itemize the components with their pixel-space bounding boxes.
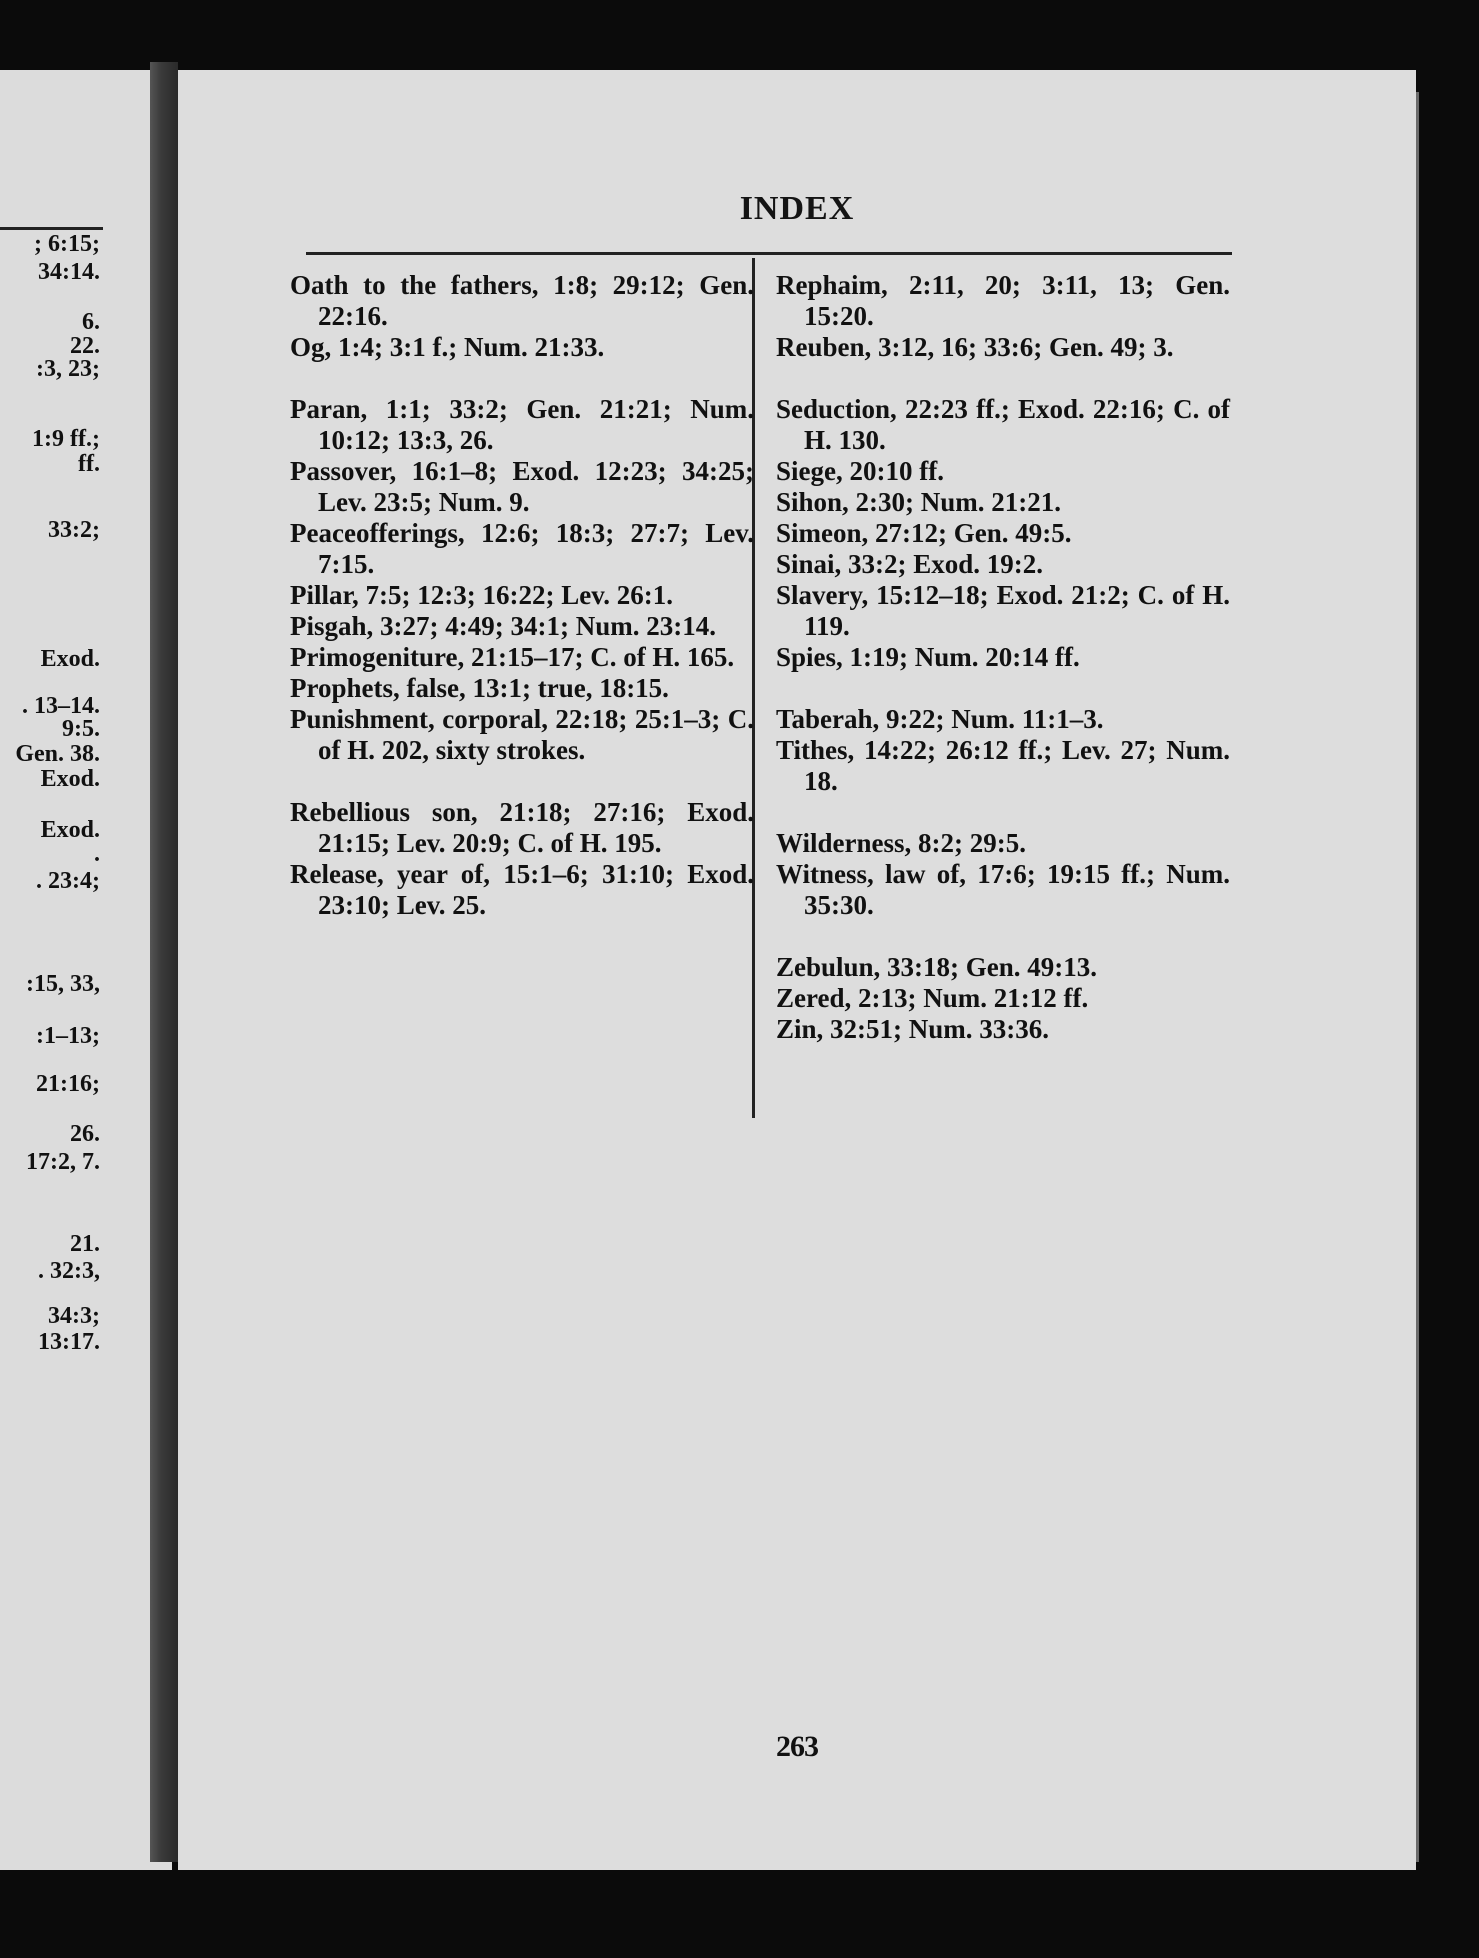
page-title: INDEX xyxy=(739,190,855,227)
left-page-text-fragment: 26. xyxy=(70,1121,100,1147)
index-entry: Siege, 20:10 ff. xyxy=(776,456,944,486)
index-entry: Primogeniture, 21:15–17; C. of H. 165. xyxy=(290,642,735,672)
index-entry: Witness, law of, 17:6; 19:15 ff.; Num. 35:30. xyxy=(776,859,1230,920)
left-page-text-fragment: Exod. xyxy=(40,817,100,843)
index-entry: Paran, 1:1; 33:2; Gen. 21:21; Num. 10:12; 13:3, 26. xyxy=(290,394,754,455)
index-entry: Wilderness, 8:2; 29:5. xyxy=(776,828,1026,858)
left-page-text-fragment: 33:2; xyxy=(48,517,100,543)
page-number: 263 xyxy=(776,1730,818,1763)
index-entry: Seduction, 22:23 ff.; Exod. 22:16; C. of H. 130. xyxy=(776,394,1230,455)
left-page-text-fragment: 6. xyxy=(82,309,100,335)
letter-group-gap xyxy=(776,797,1230,828)
index-entry: Reuben, 3:12, 16; 33:6; Gen. 49; 3. xyxy=(776,332,1174,362)
index-entry: Zebulun, 33:18; Gen. 49:13. xyxy=(776,952,1098,982)
index-column-left xyxy=(290,270,754,921)
index-entry: Oath to the fathers, 1:8; 29:12; Gen. 22:16. xyxy=(290,270,754,331)
left-page-text-fragment: . 13–14. xyxy=(22,693,100,719)
book-gutter xyxy=(150,62,178,1862)
left-page-text-fragment: :15, 33, xyxy=(26,971,100,997)
left-page-text-fragment: 34:3; xyxy=(48,1303,100,1329)
left-page-text-fragment: 17:2, 7. xyxy=(26,1149,100,1175)
left-page-text-fragment: Gen. 38. xyxy=(15,741,100,767)
left-page-text-fragment: 21:16; xyxy=(36,1071,100,1097)
index-entry: Peaceofferings, 12:6; 18:3; 27:7; Lev. 7:15. xyxy=(290,518,754,579)
index-entry: Sihon, 2:30; Num. 21:21. xyxy=(776,487,1062,517)
left-page-text-fragment: :3, 23; xyxy=(36,356,100,382)
index-entry: Tithes, 14:22; 26:12 ff.; Lev. 27; Num. 18. xyxy=(776,735,1230,796)
index-column-right xyxy=(776,270,1230,1045)
letter-group-gap xyxy=(776,363,1230,394)
index-entry: Zin, 32:51; Num. 33:36. xyxy=(776,1014,1050,1044)
title-rule xyxy=(306,252,1232,255)
index-entry: Spies, 1:19; Num. 20:14 ff. xyxy=(776,642,1080,672)
left-page-text-fragment: 22. xyxy=(70,333,100,359)
index-entry: Taberah, 9:22; Num. 11:1–3. xyxy=(776,704,1104,734)
left-page-text-fragment: :1–13; xyxy=(36,1023,100,1049)
index-entry: Passover, 16:1–8; Exod. 12:23; 34:25; Lev. 23:5; Num. 9. xyxy=(290,456,754,517)
left-page-fragment xyxy=(0,70,172,1870)
index-entry: Sinai, 33:2; Exod. 19:2. xyxy=(776,549,1044,579)
left-page-text-fragment: ff. xyxy=(78,451,100,477)
left-page-text-fragment: . 32:3, xyxy=(38,1258,100,1284)
index-entry: Slavery, 15:12–18; Exod. 21:2; C. of H. 119. xyxy=(776,580,1230,641)
left-page-text-fragment: 9:5. xyxy=(62,716,100,742)
index-entry: Simeon, 27:12; Gen. 49:5. xyxy=(776,518,1072,548)
index-entry: Og, 1:4; 3:1 f.; Num. 21:33. xyxy=(290,332,605,362)
left-page-text-fragment: Exod. xyxy=(40,766,100,792)
index-entry: Rephaim, 2:11, 20; 3:11, 13; Gen. 15:20. xyxy=(776,270,1230,331)
index-entry: Zered, 2:13; Num. 21:12 ff. xyxy=(776,983,1089,1013)
index-page xyxy=(178,70,1416,1870)
left-page-text-fragment: 34:14. xyxy=(38,259,100,285)
index-entry: Prophets, false, 13:1; true, 18:15. xyxy=(290,673,669,703)
left-page-text-fragment: . 23:4; xyxy=(36,868,100,894)
left-page-text-fragment: . xyxy=(94,841,100,867)
index-entry: Pillar, 7:5; 12:3; 16:22; Lev. 26:1. xyxy=(290,580,673,610)
letter-group-gap xyxy=(290,363,754,394)
index-entry: Punishment, corporal, 22:18; 25:1–3; C. of H. 202, sixty strokes. xyxy=(290,704,754,765)
index-entry: Pisgah, 3:27; 4:49; 34:1; Num. 23:14. xyxy=(290,611,716,641)
index-entry: Release, year of, 15:1–6; 31:10; Exod. 23:10; Lev. 25. xyxy=(290,859,754,920)
left-page-text-fragment: ; 6:15; xyxy=(34,231,100,257)
left-page-text-fragment: 13:17. xyxy=(38,1329,100,1355)
left-page-text-fragment: 1:9 ff.; xyxy=(32,426,100,452)
left-page-text-fragment: 21. xyxy=(70,1231,100,1257)
letter-group-gap xyxy=(290,766,754,797)
left-page-text-fragment: Exod. xyxy=(40,646,100,672)
index-entry: Rebellious son, 21:18; 27:16; Exod. 21:15; Lev. 20:9; C. of H. 195. xyxy=(290,797,754,858)
letter-group-gap xyxy=(776,921,1230,952)
letter-group-gap xyxy=(776,673,1230,704)
